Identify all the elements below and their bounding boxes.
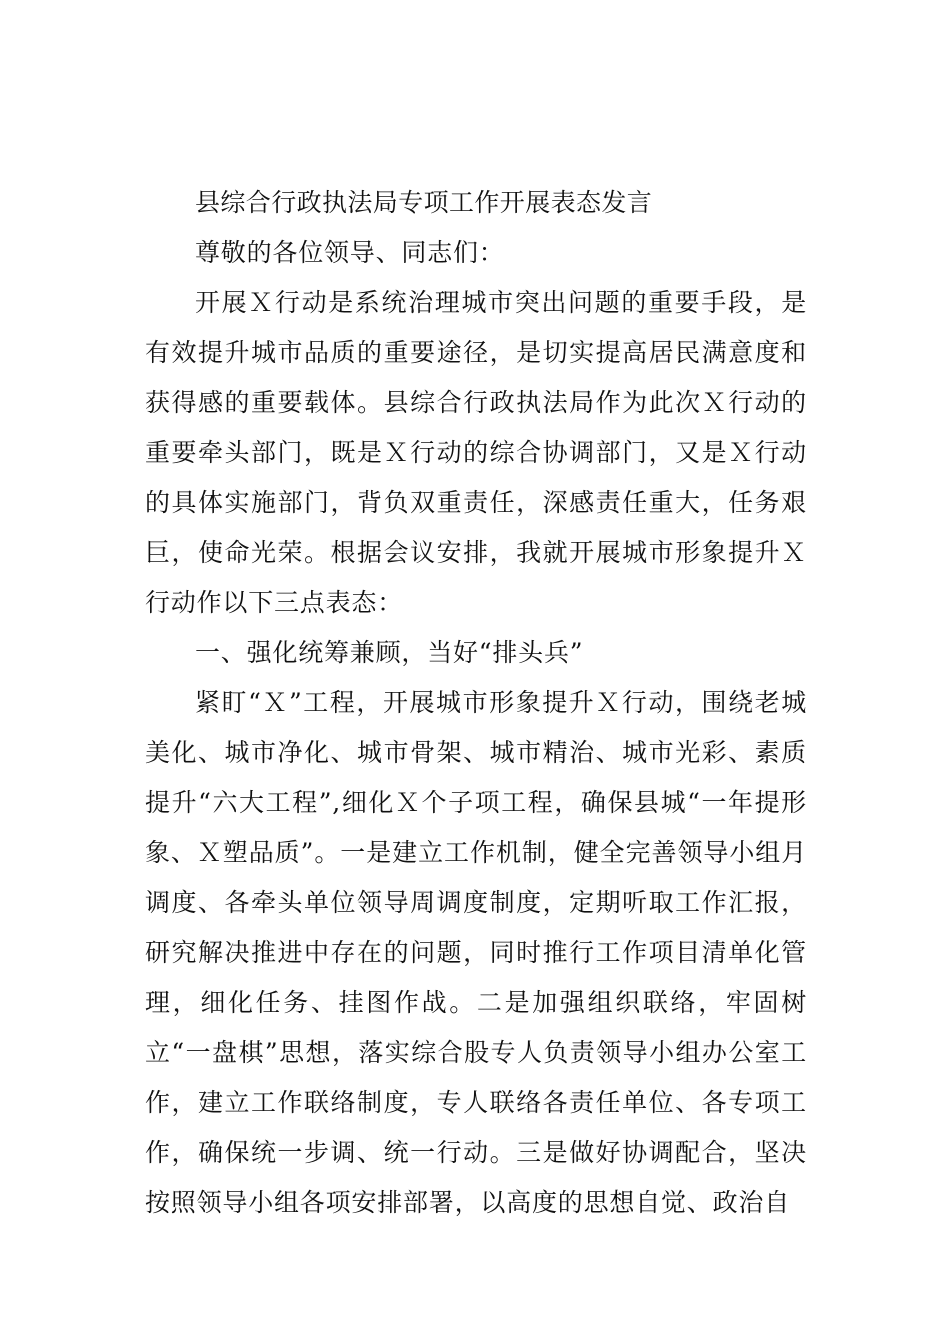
document-body bbox=[145, 178, 807, 1228]
paragraph-section-1: 紧盯“Ｘ”工程，开展城市形象提升Ｘ行动，围绕老城美化、城市净化、城市骨架、城市精治、城市光彩、素质提升“六大工程”,细化Ｘ个子项工程，确保县城“一年提形象、Ｘ塑品质”。一是建立工作机制，健全完善领导小组月调度、各牵头单位领导周调度制度，定期听取工作汇报，研究解决推进中存在的问题，同时推行工作项目清单化管理，细化任务、挂图作战。二是加强组织联络，牢固树立“一盘棋”思想，落实综合股专人负责领导小组办公室工作，建立工作联络制度，专人联络各责任单位、各专项工作，确保统一步调、统一行动。三是做好协调配合，坚决按照领导小组各项安排部署，以高度的思想自觉、政治自 bbox=[145, 688, 807, 1217]
paragraph-intro: 开展Ｘ行动是系统治理城市突出问题的重要手段，是有效提升城市品质的重要途径，是切实提高居民满意度和获得感的重要载体。县综合行政执法局作为此次Ｘ行动的重要牵头部门，既是Ｘ行动的综合协调部门，又是Ｘ行动的具体实施部门，背负双重责任，深感责任重大，任务艰巨，使命光荣。根据会议安排，我就开展城市形象提升Ｘ行动作以下三点表态： bbox=[145, 288, 807, 617]
document-title: 县综合行政执法局专项工作开展表态发言 bbox=[195, 188, 653, 217]
salutation: 尊敬的各位领导、同志们： bbox=[195, 238, 505, 267]
section-heading-1: 一、强化统筹兼顾，当好“排头兵” bbox=[195, 638, 584, 667]
